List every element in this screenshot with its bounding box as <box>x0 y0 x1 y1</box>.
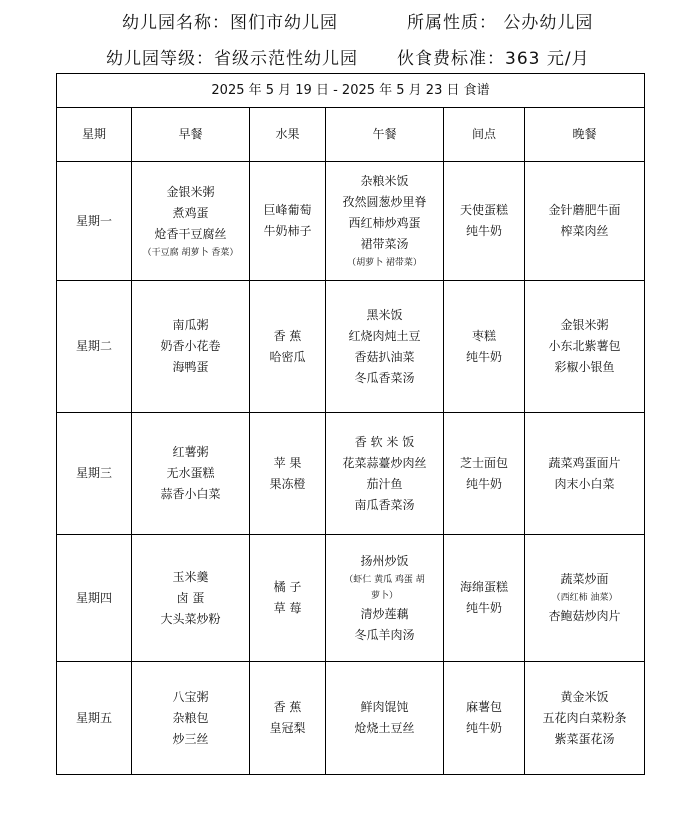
snack-cell <box>444 535 525 662</box>
menu-item: 果冻橙 <box>269 476 306 491</box>
menu-item: 香 软 米 饭 <box>354 434 415 449</box>
menu-item: 香菇扒油菜 <box>354 349 415 364</box>
menu-item: 天使蛋糕 <box>459 203 508 217</box>
menu-item: 八宝粥 <box>172 689 209 704</box>
menu-item: 五花肉白菜粉条 <box>542 710 627 725</box>
fruit-cell <box>250 281 326 413</box>
menu-item: 榨菜肉丝 <box>560 224 609 238</box>
menu-item: 南瓜粥 <box>172 318 209 332</box>
menu-item: 肉末小白菜 <box>554 476 615 491</box>
menu-item: 金银米粥 <box>166 184 215 199</box>
day-cell: 星期五 <box>57 662 132 775</box>
menu-item: 金银米粥 <box>560 318 609 332</box>
menu-item: 金针蘑肥牛面 <box>548 203 621 217</box>
fruit-cell <box>250 413 326 535</box>
menu-item: 红烧肉炖土豆 <box>348 328 421 343</box>
day-cell: 星期三 <box>57 413 132 535</box>
menu-item: 紫菜蛋花汤 <box>554 731 615 746</box>
menu-item: 纯牛奶 <box>465 476 502 491</box>
menu-item: （胡萝卜 裙带菜） <box>347 258 422 268</box>
menu-item: 纯牛奶 <box>465 601 502 615</box>
snack-cell <box>444 162 525 281</box>
menu-item: 黑米饭 <box>366 307 403 322</box>
breakfast-cell <box>132 281 250 413</box>
menu-item: 苹 果 <box>273 455 302 470</box>
menu-item: 杂粮包 <box>172 710 209 725</box>
lunch-cell <box>326 413 444 535</box>
dinner-cell <box>525 535 645 662</box>
menu-item: 纯牛奶 <box>465 721 502 735</box>
menu-item: 芝士面包 <box>459 455 508 470</box>
menu-item: 蒜香小白菜 <box>160 487 221 501</box>
menu-item: 奶香小花卷 <box>160 339 221 353</box>
menu-item: 孜然圆葱炒里脊 <box>342 195 427 209</box>
menu-item: 红薯粥 <box>172 445 209 459</box>
menu-item: 扬州炒饭 <box>360 553 409 568</box>
snack-cell <box>444 413 525 535</box>
menu-item: 小东北紫薯包 <box>548 339 621 353</box>
menu-item: 纯牛奶 <box>465 349 502 364</box>
menu-item: 南瓜香菜汤 <box>354 497 415 512</box>
meal-fee-standard: 伙食费标准：363 元/月 <box>397 49 590 69</box>
fruit-cell <box>250 662 326 775</box>
lunch-cell <box>326 662 444 775</box>
menu-title: 2025 年 5 月 19 日 - 2025 年 5 月 23 日 食谱 <box>57 74 645 108</box>
col-header-fruit: 水果 <box>250 108 326 162</box>
lunch-cell <box>326 281 444 413</box>
breakfast-cell <box>132 535 250 662</box>
breakfast-cell <box>132 662 250 775</box>
snack-cell <box>444 281 525 413</box>
menu-day-row <box>57 662 645 775</box>
menu-item: 杏鲍菇炒肉片 <box>548 609 621 623</box>
menu-item: 草 莓 <box>273 601 302 615</box>
snack-cell <box>444 662 525 775</box>
menu-item: 蔬菜炒面 <box>560 572 609 586</box>
menu-item: 炝烧土豆丝 <box>354 721 415 735</box>
menu-item: 蔬菜鸡蛋面片 <box>548 455 621 470</box>
menu-day-row <box>57 413 645 535</box>
menu-item: 橘 子 <box>273 580 302 594</box>
day-cell: 星期四 <box>57 535 132 662</box>
menu-item: 香 蕉 <box>273 328 302 343</box>
menu-item: 杂粮米饭 <box>360 174 409 188</box>
menu-item: 黄金米饭 <box>560 689 609 704</box>
col-header-snack: 间点 <box>444 108 525 162</box>
menu-day-row <box>57 535 645 662</box>
lunch-cell <box>326 162 444 281</box>
menu-item: 煮鸡蛋 <box>172 205 209 220</box>
menu-item: 大头菜炒粉 <box>160 611 221 626</box>
menu-item: 巨峰葡萄 <box>263 203 312 217</box>
lunch-cell <box>326 535 444 662</box>
dinner-cell <box>525 413 645 535</box>
menu-item: 西红柿炒鸡蛋 <box>348 216 421 230</box>
menu-item: 枣糕 <box>471 328 496 343</box>
weekly-menu-table <box>56 73 645 775</box>
dinner-cell <box>525 281 645 413</box>
col-header-day: 星期 <box>57 108 132 162</box>
menu-item: 冬瓜香菜汤 <box>354 370 415 385</box>
menu-item: 冬瓜羊肉汤 <box>354 627 415 642</box>
column-header-row <box>57 108 645 162</box>
col-header-dinner: 晚餐 <box>525 108 645 162</box>
menu-item: （虾仁 黄瓜 鸡蛋 胡 <box>344 574 425 585</box>
menu-item: 无水蛋糕 <box>166 466 215 480</box>
day-cell: 星期二 <box>57 281 132 413</box>
menu-item: 茄汁鱼 <box>366 476 403 491</box>
day-cell: 星期一 <box>57 162 132 281</box>
breakfast-cell <box>132 413 250 535</box>
menu-item: 花菜蒜薹炒肉丝 <box>342 455 427 470</box>
menu-item: 皇冠梨 <box>269 721 306 735</box>
menu-item: 裙带菜汤 <box>360 237 409 251</box>
fruit-cell <box>250 535 326 662</box>
menu-item: 香 蕉 <box>273 700 302 714</box>
menu-day-row <box>57 281 645 413</box>
menu-item: 海绵蛋糕 <box>459 580 508 594</box>
menu-day-row <box>57 162 645 281</box>
menu-item: 鲜肉馄饨 <box>360 700 409 714</box>
kindergarten-level: 幼儿园等级：省级示范性幼儿园 <box>106 49 358 69</box>
col-header-breakfast: 早餐 <box>132 108 250 162</box>
menu-item: 清炒莲藕 <box>360 606 409 621</box>
menu-item: （西红柿 油菜） <box>551 593 618 603</box>
menu-item: 海鸭蛋 <box>172 360 209 374</box>
menu-item: 炒三丝 <box>172 731 209 746</box>
fruit-cell <box>250 162 326 281</box>
menu-item: 炝香干豆腐丝 <box>154 226 227 241</box>
menu-item: （干豆腐 胡萝卜 香菜） <box>142 247 239 258</box>
breakfast-cell <box>132 162 250 281</box>
col-header-lunch: 午餐 <box>326 108 444 162</box>
ownership-type: 所属性质： 公办幼儿园 <box>407 13 594 33</box>
menu-item: 彩椒小银鱼 <box>554 360 615 374</box>
menu-item: 玉米羹 <box>172 569 209 584</box>
menu-item: 纯牛奶 <box>465 224 502 238</box>
menu-item: 牛奶柿子 <box>263 224 312 238</box>
kindergarten-name: 幼儿园名称：图们市幼儿园 <box>122 13 338 33</box>
menu-item: 麻薯包 <box>465 700 502 714</box>
menu-item: 哈密瓜 <box>269 349 306 364</box>
menu-item: 萝卜） <box>370 590 398 601</box>
dinner-cell <box>525 662 645 775</box>
menu-item: 卤 蛋 <box>176 590 205 605</box>
dinner-cell <box>525 162 645 281</box>
